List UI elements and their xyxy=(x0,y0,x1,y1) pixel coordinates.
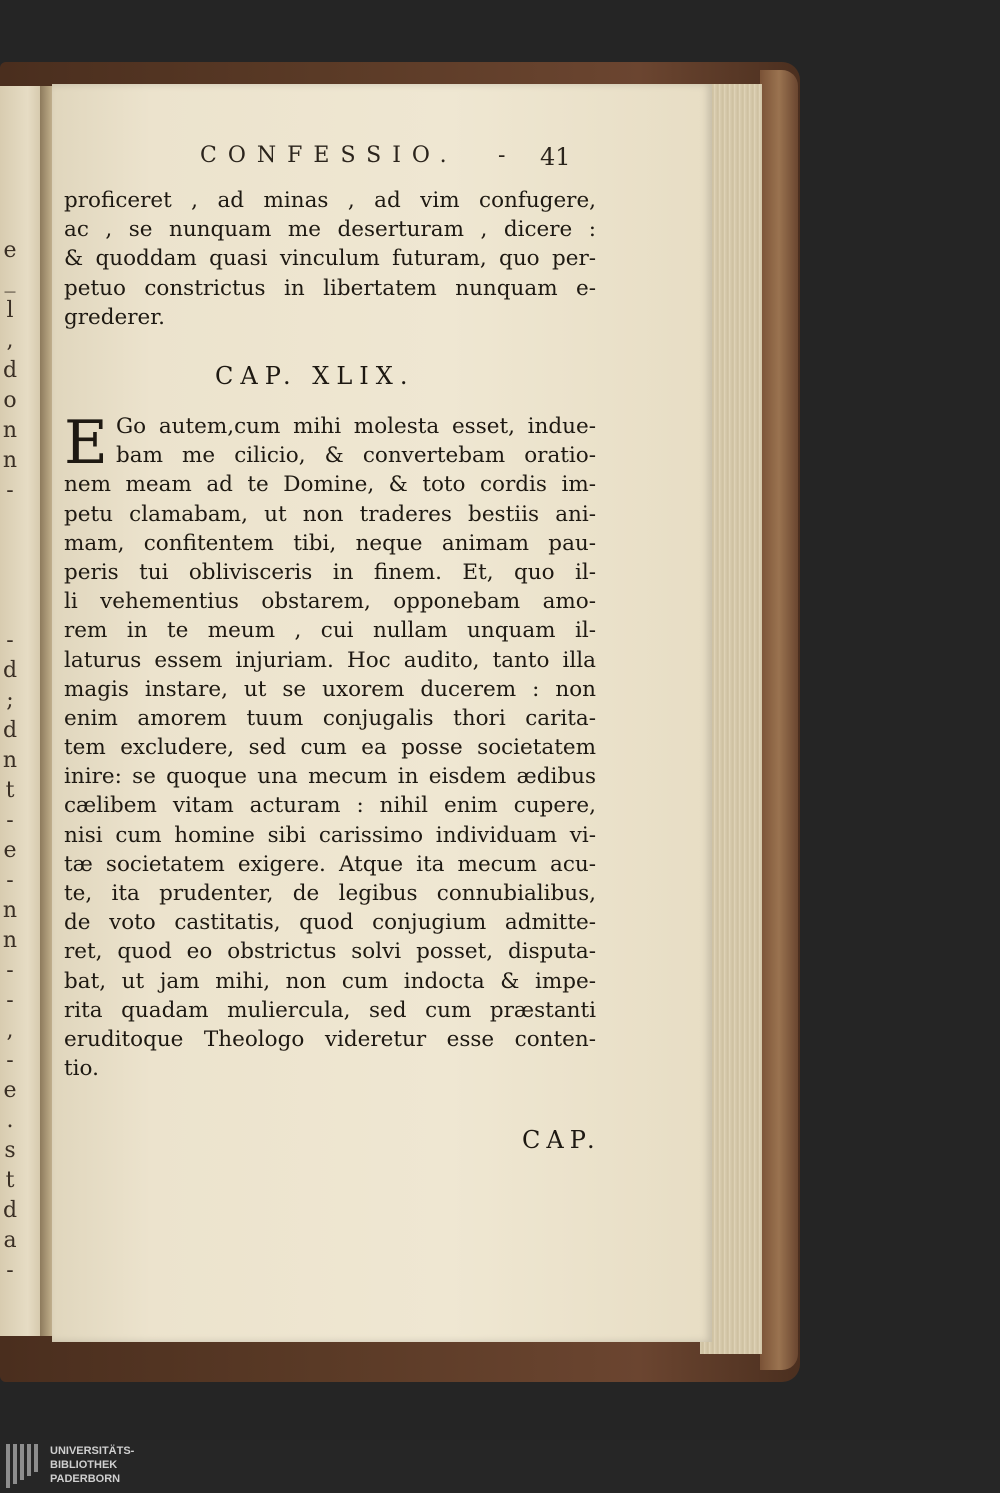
text-line: te, ita prudenter, de legibus connubialibus, xyxy=(64,881,596,906)
text-line: li vehementius obstarem, opponebam amo- xyxy=(64,589,596,615)
text-line: proficeret , ad minas , ad vim confugere, xyxy=(64,188,596,213)
text-line: petuo constrictus in libertatem nunquam e- xyxy=(64,275,596,301)
text-line: eruditoque Theologo videretur esse conten- xyxy=(64,1026,596,1052)
text-line: grederer. xyxy=(64,304,166,330)
library-name xyxy=(50,1444,134,1486)
left-page-glyph: a xyxy=(3,1228,17,1253)
left-page-glyph: - xyxy=(6,808,14,833)
book-spine-edge xyxy=(760,70,798,1370)
text-line: petu clamabam, ut non traderes bestiis ani- xyxy=(64,501,596,527)
left-page-glyph: - xyxy=(6,868,14,893)
text-line: laturus essem injuriam. Hoc audito, tanto illa xyxy=(64,647,596,673)
left-page-glyph: n xyxy=(2,418,18,443)
left-page-glyph: d xyxy=(2,718,18,743)
paragraph-2 xyxy=(64,408,596,1083)
text-line: magis instare, ut se uxorem ducerem : non xyxy=(64,676,596,702)
text-line: inire: se quoque una mecum in eisdem ædibus xyxy=(64,764,596,790)
left-page-glyph: t xyxy=(5,778,15,803)
left-page-glyph: d xyxy=(2,358,18,383)
text-line: bat, ut jam mihi, non cum indocta & impe- xyxy=(64,968,596,994)
left-page-glyph: - xyxy=(6,478,14,503)
left-page-glyph: - xyxy=(6,1048,14,1073)
left-page-glyph: , xyxy=(6,1018,14,1043)
text-line: de voto castitatis, quod conjugium admitte- xyxy=(64,910,596,936)
left-page-glyph: _ xyxy=(4,268,16,293)
left-page-glyph: ; xyxy=(6,688,14,713)
library-name-line: UNIVERSITÄTS- xyxy=(50,1445,135,1457)
left-page-glyph: d xyxy=(2,1198,18,1223)
left-page-glyph: . xyxy=(6,1108,14,1133)
left-page-glyph: n xyxy=(2,448,18,473)
left-page-glyph: e xyxy=(3,238,17,263)
text-line: tem excludere, sed cum ea posse societatem xyxy=(64,735,596,761)
text-line: peris tui oblivisceris in finem. Et, quo il- xyxy=(64,559,596,585)
left-page-glyph: n xyxy=(2,898,18,923)
left-page-glyph: l xyxy=(6,298,14,323)
text-line: nisi cum homine sibi carissimo individuam vi- xyxy=(64,822,596,848)
left-page-text-fragments xyxy=(0,236,20,1336)
text-line: Go autem,cum mihi molesta esset, indue- xyxy=(116,414,596,439)
text-line: enim amorem tuum conjugalis thori carita- xyxy=(64,705,596,731)
running-head xyxy=(200,143,600,177)
left-page-glyph: o xyxy=(3,388,17,413)
text-line: mam, confitentem tibi, neque animam pau- xyxy=(64,530,596,556)
left-page-glyph: - xyxy=(6,1258,14,1283)
left-page-glyph xyxy=(0,566,20,596)
running-dash: - xyxy=(498,143,506,168)
left-page-glyph: n xyxy=(2,748,18,773)
left-page-glyph: d xyxy=(2,658,18,683)
text-line: tæ societatem exigere. Atque ita mecum acu- xyxy=(64,851,596,877)
left-page-glyph: t xyxy=(5,1168,15,1193)
library-logo-icon xyxy=(6,1444,42,1488)
paragraph-1 xyxy=(64,186,596,332)
page-number: 41 xyxy=(540,143,571,171)
left-page-glyph: - xyxy=(6,628,14,653)
text-line: nem meam ad te Domine, & toto cordis im- xyxy=(64,472,596,498)
text-line: rita quadam muliercula, sed cum præstanti xyxy=(64,997,596,1023)
text-line: tio. xyxy=(64,1056,99,1082)
left-page-glyph: n xyxy=(2,928,18,953)
text-line: rem in te meum , cui nullam unquam il- xyxy=(64,618,596,644)
left-page-glyph: - xyxy=(6,988,14,1013)
left-page-glyph: e xyxy=(3,1078,17,1103)
left-page-glyph: , xyxy=(6,328,14,353)
running-title: CONFESSIO. xyxy=(200,143,458,168)
catchword: CAP. xyxy=(522,1126,601,1154)
left-page-glyph: s xyxy=(4,1138,16,1163)
library-banner xyxy=(0,1440,1000,1493)
text-line: bam me cilicio, & convertebam oratio- xyxy=(116,443,596,469)
left-page-glyph xyxy=(0,506,20,536)
chapter-heading: CAP. XLIX. xyxy=(215,362,415,390)
drop-cap: E xyxy=(64,408,108,478)
library-name-line: PADERBORN xyxy=(50,1473,121,1485)
left-page-glyph xyxy=(0,536,20,566)
left-page-glyph: - xyxy=(6,958,14,983)
left-page-glyph xyxy=(0,596,20,626)
library-name-line: BIBLIOTHEK xyxy=(50,1459,118,1471)
text-line: ret, quod eo obstrictus solvi posset, disputa- xyxy=(64,939,596,965)
left-page-glyph: e xyxy=(3,838,17,863)
text-line: & quoddam quasi vinculum futuram, quo per- xyxy=(64,246,596,272)
text-line: ac , se nunquam me deserturam , dicere : xyxy=(64,217,596,243)
text-line: cælibem vitam acturam : nihil enim cupere, xyxy=(64,793,596,819)
